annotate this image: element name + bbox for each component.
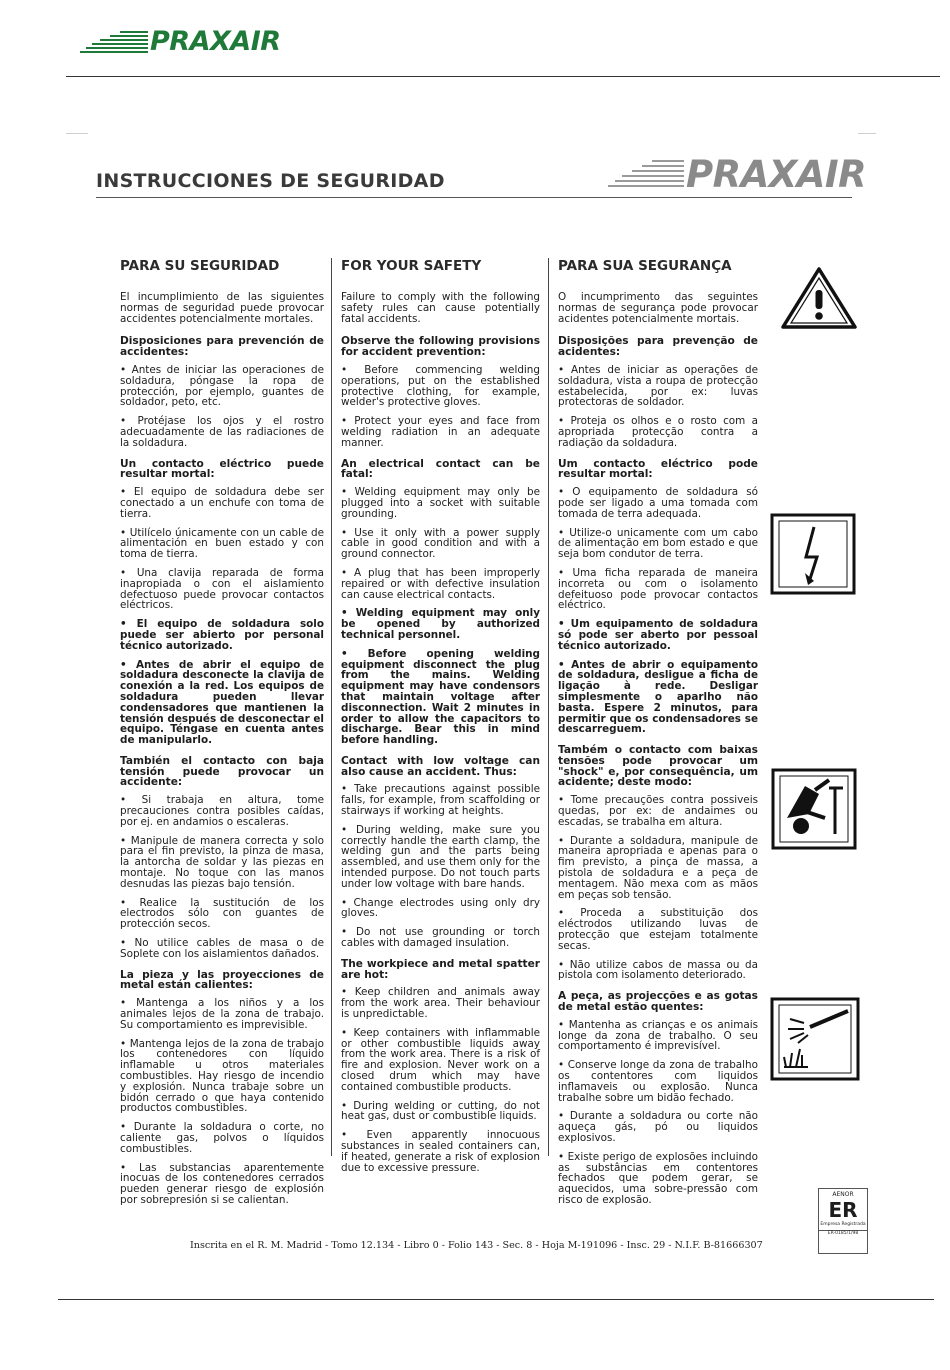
safety-rule: • El equipo de soldadura debe ser conectado a un enchufe con toma de tierra. bbox=[120, 486, 324, 520]
column-intro: El incumplimiento de las siguientes normas de seguridad puede provocar accidentes potencialmente mortales. bbox=[120, 291, 324, 325]
safety-rule: • Proteja os olhos e o rosto com a apropriada protecção contra a radiação da soldadura. bbox=[558, 415, 758, 449]
column-english bbox=[341, 258, 540, 1183]
registry-footer: Inscrita en el R. M. Madrid - Tomo 12.134 - Libro 0 - Folio 143 - Sec. 8 - Hoja M-191096 - Insc. 29 - N.I.F. B-81666307 bbox=[190, 1240, 763, 1251]
faint-rule-left bbox=[66, 133, 88, 134]
safety-section bbox=[558, 745, 758, 981]
document-title: INSTRUCCIONES DE SEGURIDAD bbox=[96, 170, 445, 192]
section-title: Disposições para prevenção de acidentes: bbox=[558, 335, 758, 359]
cert-issuer: AENOR bbox=[832, 1191, 854, 1198]
safety-rule: • Durante la soldadura o corte, no caliente gas, polvos o líquidos combustibles. bbox=[120, 1121, 324, 1155]
section-title: Um contacto eléctrico pode resultar mortal: bbox=[558, 457, 758, 481]
praxair-logo-secondary bbox=[608, 153, 867, 196]
section-title: Un contacto eléctrico puede resultar mortal: bbox=[120, 457, 324, 481]
column-heading: PARA SUA SEGURANÇA bbox=[558, 258, 732, 274]
safety-rule: • Durante a soldadura, manipule de maneira apropriada e apenas para o fim previsto, a pinça de massa, a pistola de soldadura e a peça de mentagem. Não mexa com as mãos em peças sob tensão. bbox=[558, 834, 758, 901]
safety-section bbox=[120, 970, 324, 1206]
column-separator bbox=[548, 258, 549, 1156]
column-intro: Failure to comply with the following safety rules can cause potentially fatal accidents. bbox=[341, 291, 540, 325]
safety-rule: • Change electrodes using only dry gloves. bbox=[341, 896, 540, 920]
safety-rule: • Tome precauções contra possiveis quedas, por ex: de andaimes ou escadas, se trabalha em altura. bbox=[558, 794, 758, 828]
electric-shock-icon bbox=[770, 513, 856, 595]
safety-rule: • Conserve longe da zona de trabalho os contentores com liquidos inflamaveis ou explosão. Nunca trabalhe sobre um bidão fechado. bbox=[558, 1059, 758, 1104]
safety-section bbox=[341, 756, 540, 949]
column-heading: FOR YOUR SAFETY bbox=[341, 258, 482, 274]
safety-section bbox=[341, 459, 540, 746]
cert-subtitle: Empresa Registrada bbox=[820, 1222, 866, 1227]
section-title: Também o contacto com baixas tensões pode provocar um "shock" e, por consequência, um acidente; deste modo: bbox=[558, 744, 758, 789]
safety-rule: • Welding equipment may only be plugged into a socket with suitable grounding. bbox=[341, 486, 540, 520]
safety-section bbox=[558, 459, 758, 736]
safety-rule: • Não utilize cabos de massa ou da pistola com isolamento deteriorado. bbox=[558, 958, 758, 982]
safety-rule: • Utilícelo únicamente con un cable de alimentación en buen estado y con toma de tierra. bbox=[120, 526, 324, 561]
safety-rule: • Durante a soldadura ou corte não aqueça gás, pó ou liquidos explosivos. bbox=[558, 1110, 758, 1144]
safety-rule: • Take precautions against possible falls, for example, from scaffolding or stairways if working at heights. bbox=[341, 783, 540, 818]
column-separator bbox=[331, 258, 332, 1156]
logo-wordmark-secondary: PRAXAIR bbox=[686, 153, 867, 196]
safety-rule: • Mantenga lejos de la zona de trabajo los contenedores con líquido inflamable u otros materiales combustibles. Hay riesgo de incendio y explosión. Nunca trabaje sobre un bidón cerrado o que haya contenido productos combustibles. bbox=[120, 1037, 324, 1115]
safety-rule: • During welding or cutting, do not heat gas, dust or combustible liquids. bbox=[341, 1099, 540, 1123]
title-rule bbox=[96, 197, 852, 198]
section-title: An electrical contact can be fatal: bbox=[341, 457, 540, 481]
safety-rule: • Antes de abrir el equipo de soldadura desconecte la clavija de conexión a la red. Los equipos de soldadura pueden llevar condensadores que mantienen la tensión después de desconectar el equipo. Téngase en cuenta antes de manipularlo. bbox=[120, 658, 324, 747]
safety-rule: • Utilize-o unicamente com um cabo de alimentação em bom estado e que seja bom condutor de terra. bbox=[558, 526, 758, 561]
column-heading: PARA SU SEGURIDAD bbox=[120, 258, 280, 274]
safety-section bbox=[120, 756, 324, 960]
safety-rule: • Uma ficha reparada de maneira incorreta ou com o isolamento defeituoso pode provocar contactos eléctrico. bbox=[558, 566, 758, 612]
safety-rule: • Protect your eyes and face from welding radiation in an adequate manner. bbox=[341, 415, 540, 449]
safety-rule: • Before opening welding equipment disconnect the plug from the mains. Welding equipment may have condensors that maintain voltage after disconnection. Wait 2 minutes in order to allow the capacitors to discharge. Bear this in mind before handling. bbox=[341, 647, 540, 747]
safety-rule: • Use it only with a power supply cable in good condition and with a ground connector. bbox=[341, 526, 540, 561]
logo-wordmark: PRAXAIR bbox=[150, 26, 281, 57]
safety-rule: • Even apparently innocuous substances in sealed containers can, if heated, generate a risk of explosion due to excessive pressure. bbox=[341, 1129, 540, 1174]
safety-section bbox=[341, 336, 540, 448]
section-title: La pieza y las proyecciones de metal están calientes: bbox=[120, 968, 324, 992]
safety-rule: • Mantenga a los niños y a los animales lejos de la zona de trabajo. Su comportamiento es imprevisible. bbox=[120, 997, 324, 1031]
safety-rule: • Realice la sustitución de los electrodos sólo con guantes de protección secos. bbox=[120, 896, 324, 931]
column-spanish bbox=[120, 258, 324, 1216]
safety-rule: • Before commencing welding operations, put on the established protective clothing, for example, welder's protective gloves. bbox=[341, 363, 540, 409]
hot-spatter-icon bbox=[770, 997, 860, 1081]
safety-rule: • Manipule de manera correcta y solo para el fin previsto, la pinza de masa, la antorcha de soldar y las piezas en montaje. No toque con las manos desnudas las piezas bajo tensión. bbox=[120, 834, 324, 890]
safety-rule: • Proceda a substituição dos eléctrodos utilizando luvas de protecção que estejam totalmente secas. bbox=[558, 907, 758, 952]
safety-rule: • El equipo de soldadura solo puede ser abierto por personal técnico autorizado. bbox=[120, 618, 324, 652]
safety-rule: • Si trabaja en altura, tome precauciones contra posibles caídas, por ej. en andamios o escaleras. bbox=[120, 794, 324, 828]
safety-rule: • Existe perigo de explosões incluindo as substâncias em contentores fechados que podem gerar, se aquecidos, uma sobre-pressão com risco de explosão. bbox=[558, 1150, 758, 1206]
safety-rule: • Antes de abrir o equipamento de soldadura, desligue a ficha de ligação à rede. Desligar simplesmente o aparlho não basta. Espere 2 minutos, para permitir que os condensadores se descarreguem. bbox=[558, 658, 758, 736]
safety-rule: • Welding equipment may only be opened by authorized technical personnel. bbox=[341, 607, 540, 641]
safety-rule: • O equipamento de soldadura só pode ser ligado a uma tomada com tomada de terra adequada. bbox=[558, 486, 758, 520]
section-title: Observe the following provisions for accident prevention: bbox=[341, 335, 540, 359]
logo-stripes-icon bbox=[80, 29, 148, 55]
cert-mark: ER bbox=[828, 1198, 858, 1222]
safety-rule: • Mantenha as crianças e os animais longe da zona de trabalho. O seu comportamento é imprevisível. bbox=[558, 1018, 758, 1053]
safety-rule: • Keep children and animals away from the work area. Their behaviour is unpredictable. bbox=[341, 986, 540, 1021]
safety-rule: • During welding, make sure you correctly handle the earth clamp, the welding gun and the parts being assembled, and use them only for the intended purpose. Do not touch parts under low voltage with bare hands. bbox=[341, 823, 540, 890]
safety-rule: • Antes de iniciar las operaciones de soldadura, póngase la ropa de protección, por ejemplo, guantes de soldador, peto, etc. bbox=[120, 363, 324, 409]
safety-section bbox=[558, 991, 758, 1206]
warning-triangle-icon bbox=[780, 266, 858, 330]
safety-rule: • Las substancias aparentemente inocuas de los contenedores cerrados pueden generar riesgo de explosión por sobrepresión si se calientan. bbox=[120, 1161, 324, 1206]
section-title: A peça, as projecções e as gotas de metal estão quentes: bbox=[558, 990, 758, 1014]
praxair-logo bbox=[80, 28, 281, 55]
safety-section bbox=[120, 336, 324, 448]
safety-rule: • Keep containers with inflammable or other combustible liquids away from the work area. There is a risk of fire and explosion. Never work on a closed drum which may have contained combustible products. bbox=[341, 1026, 540, 1093]
logo-stripes-icon bbox=[608, 157, 684, 193]
header-rule bbox=[66, 76, 940, 77]
safety-rule: • Do not use grounding or torch cables with damaged insulation. bbox=[341, 926, 540, 950]
column-intro: O incumprimento das seguintes normas de segurança pode provocar acidentes potencialmente mortais. bbox=[558, 291, 758, 325]
section-title: Contact with low voltage can also cause an accident. Thus: bbox=[341, 754, 540, 778]
faint-rule-right bbox=[858, 133, 876, 134]
safety-rule: • Una clavija reparada de forma inapropiada o con el aislamiento defectuoso puede provocar contactos eléctricos. bbox=[120, 566, 324, 612]
section-title: Disposiciones para prevención de accidentes: bbox=[120, 335, 324, 359]
footer-rule bbox=[58, 1299, 934, 1300]
safety-rule: • No utilice cables de masa o de Soplete con los aislamientos dañados. bbox=[120, 937, 324, 960]
safety-rule: • Antes de iniciar as operações de soldadura, vista a roupa de protecção estabelecida, por ex: luvas protectoras de soldador. bbox=[558, 363, 758, 409]
fall-hazard-icon bbox=[771, 768, 857, 850]
safety-section bbox=[341, 959, 540, 1174]
safety-rule: • Um equipamento de soldadura só pode ser aberto por pessoal técnico autorizado. bbox=[558, 618, 758, 652]
safety-rule: • A plug that has been improperly repaired or with defective insulation can cause electrical contacts. bbox=[341, 566, 540, 601]
safety-section bbox=[558, 336, 758, 448]
cert-code: ER-0185/1/98 bbox=[819, 1230, 867, 1236]
column-portuguese bbox=[558, 258, 758, 1216]
section-title: También el contacto con baja tensión puede provocar un accidente: bbox=[120, 754, 324, 789]
aenor-certification-badge bbox=[818, 1188, 868, 1254]
safety-rule: • Protéjase los ojos y el rostro adecuadamente de las radiaciones de la soldadura. bbox=[120, 415, 324, 449]
section-title: The workpiece and metal spatter are hot: bbox=[341, 957, 540, 981]
safety-section bbox=[120, 459, 324, 746]
